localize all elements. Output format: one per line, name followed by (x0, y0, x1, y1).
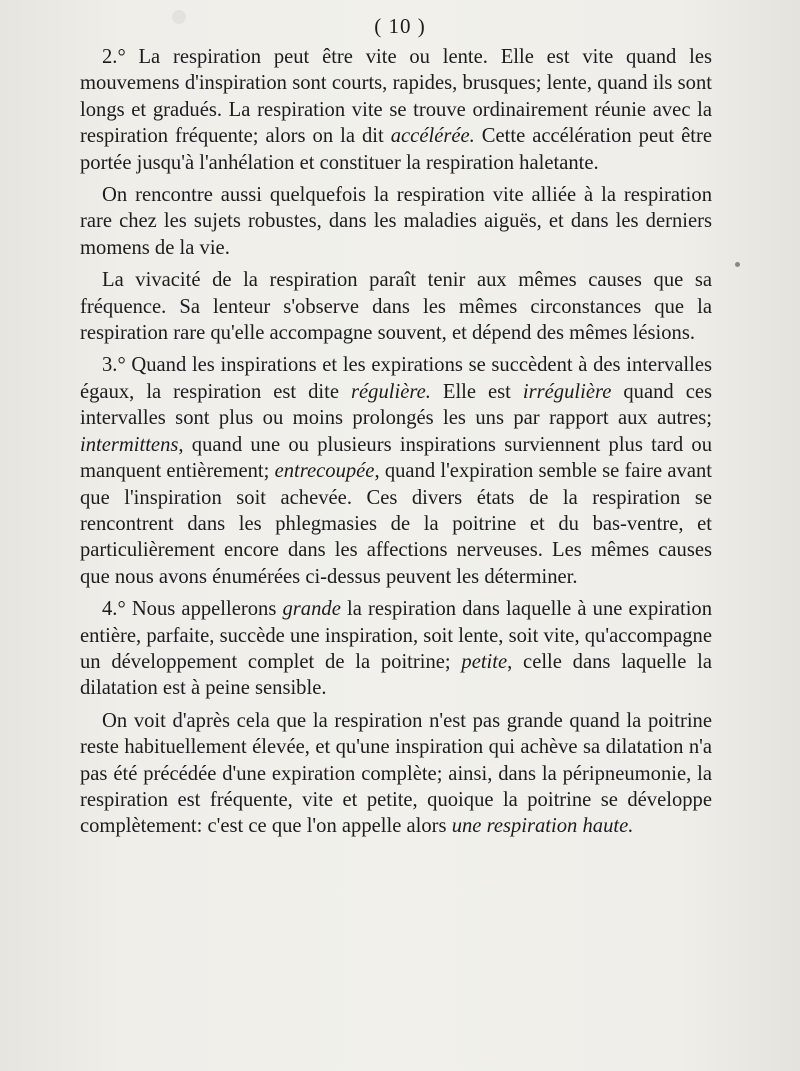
text-run: Elle est (430, 380, 523, 403)
page-number: ( 10 ) (374, 14, 426, 38)
text-run: On voit d'après cela que la respiration n'est pas grande quand la poitrine reste habituellement élevée, et qu'une inspiration qui achève sa dilatation n'a pas été précédée d'une expiration complète; ainsi, dans la péripneumonie, la respiration est fréquente, vite et petite, quoique la poitrine se développe complètement: c'est ce que l'on appelle alors (80, 709, 712, 838)
italic-term: entrecoupée (274, 460, 375, 483)
paper-stain (735, 262, 740, 267)
italic-term: accélérée. (390, 125, 475, 148)
text-run: , quand une ou plusieurs inspirations surviennent plus tard ou manquent entièrement; (80, 433, 712, 483)
italic-term: grande (282, 598, 341, 621)
text-run: la respiration dans laquelle à une expiration entière, parfaite, succède une inspiration, soit lente, soit vite, qu'accompagne un développement complet de la poitrine; (80, 598, 713, 673)
text-run: On rencontre aussi quelquefois la respiration vite alliée à la respiration rare chez les sujets robustes, dans les maladies aiguës, et dans les derniers momens de la vie. (80, 184, 712, 259)
paragraph (80, 182, 712, 261)
text-run: Cette accélération peut être portée jusqu'à l'anhélation et constituer la respiration haletante. (80, 125, 712, 174)
body-text (80, 44, 712, 840)
italic-term: irrégulière (522, 380, 612, 403)
italic-term: une respiration haute. (451, 815, 634, 838)
text-run: 4.° Nous appellerons (102, 598, 283, 621)
text-run: quand ces intervalles sont plus ou moins prolongés les uns par rapport aux autres; (80, 380, 712, 430)
italic-term: régulière. (351, 380, 431, 403)
text-run: 2.° La respiration peut être vite ou lente. Elle est vite quand les mouvemens d'inspiration sont courts, rapides, brusques; lente, quand ils sont longs et gradués. La respiration vite se trouve ordinairement réunie avec la respiration fréquente; alors on la dit (80, 46, 712, 148)
italic-term: intermittens (80, 433, 179, 456)
paragraph (80, 596, 712, 702)
italic-term: petite (461, 650, 508, 673)
paragraph (80, 708, 712, 840)
text-run: , quand l'expiration semble se faire avant que l'inspiration soit achevée. Ces divers états de la respiration se rencontrent dans les phlegmasies de la poitrine et du bas-ventre, et particulièrement encore dans les affections nerveuses. Les mêmes causes que nous avons énumérées ci-dessus peuvent les déterminer. (80, 460, 712, 588)
paragraph (80, 267, 712, 346)
paragraph (80, 352, 712, 590)
paragraph (80, 44, 712, 176)
text-run: La vivacité de la respiration paraît tenir aux mêmes causes que sa fréquence. Sa lenteur s'observe dans les mêmes circonstances que la respiration rare qu'elle accompagne souvent, et dépend des mêmes lésions. (80, 269, 712, 345)
text-run: 3.° Quand les inspirations et les expirations se succèdent à des intervalles égaux, la respiration est dite (80, 354, 712, 403)
text-run: , celle dans laquelle la dilatation est à peine sensible. (80, 650, 712, 700)
